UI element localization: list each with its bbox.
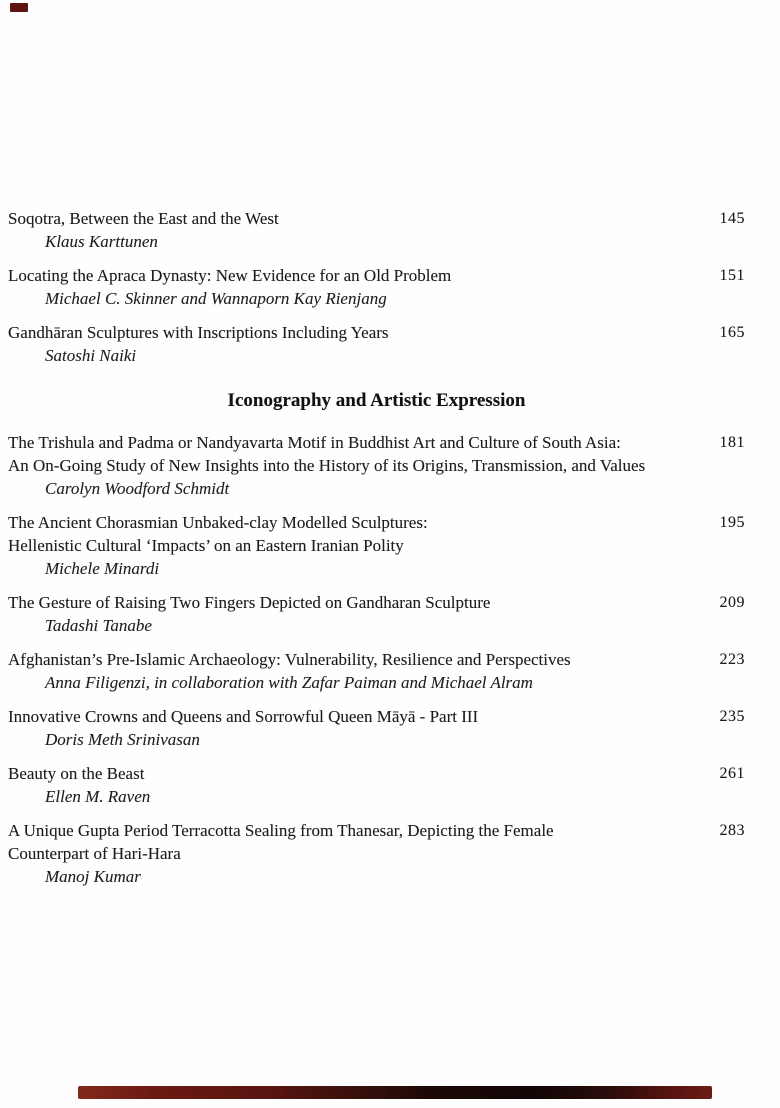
table-of-contents — [8, 207, 745, 899]
toc-entry — [8, 819, 745, 888]
entry-title: Afghanistan’s Pre-Islamic Archaeology: Vulnerability, Resilience and Perspectives — [8, 650, 571, 669]
entry-title: The Trishula and Padma or Nandyavarta Motif in Buddhist Art and Culture of South Asia: — [8, 433, 621, 452]
entry-page-number: 235 — [719, 708, 745, 725]
entry-title: Soqotra, Between the East and the West — [8, 209, 279, 228]
entry-title: The Ancient Chorasmian Unbaked-clay Modelled Sculptures: — [8, 513, 428, 532]
entry-title-line-2: Counterpart of Hari-Hara — [8, 844, 181, 863]
entry-title-line-2: An On-Going Study of New Insights into the History of its Origins, Transmission, and Values — [8, 456, 646, 475]
toc-entry — [8, 591, 745, 637]
toc-entry — [8, 511, 745, 580]
toc-entry — [8, 705, 745, 751]
entry-author: Tadashi Tanabe — [45, 616, 152, 635]
entry-title-line-2: Hellenistic Cultural ‘Impacts’ on an Eastern Iranian Polity — [8, 536, 404, 555]
entry-author: Carolyn Woodford Schmidt — [45, 479, 230, 498]
toc-entry — [8, 264, 745, 310]
entry-title: Beauty on the Beast — [8, 764, 145, 783]
scan-artifact-mark — [10, 3, 28, 12]
entry-author: Satoshi Naiki — [45, 346, 137, 365]
toc-entry — [8, 648, 745, 694]
entry-page-number: 195 — [719, 514, 745, 531]
entry-page-number: 165 — [719, 324, 745, 341]
entry-author: Michael C. Skinner and Wannaporn Kay Rienjang — [45, 289, 387, 308]
scan-artifact-bar — [78, 1086, 712, 1099]
toc-entry — [8, 321, 745, 367]
entry-page-number: 145 — [719, 210, 745, 227]
toc-entry — [8, 207, 745, 253]
entry-author: Anna Filigenzi, in collaboration with Zafar Paiman and Michael Alram — [45, 673, 533, 692]
entry-author: Ellen M. Raven — [45, 787, 151, 806]
entry-title: Gandhāran Sculptures with Inscriptions Including Years — [8, 323, 389, 342]
entry-page-number: 151 — [719, 267, 745, 284]
toc-entry — [8, 431, 745, 500]
entry-author: Doris Meth Srinivasan — [45, 730, 200, 749]
entry-page-number: 283 — [719, 822, 745, 839]
entry-author: Klaus Karttunen — [45, 232, 158, 251]
entry-page-number: 181 — [719, 434, 745, 451]
entry-title: Locating the Apraca Dynasty: New Evidence for an Old Problem — [8, 266, 452, 285]
toc-entry — [8, 762, 745, 808]
entry-page-number: 209 — [719, 594, 745, 611]
entry-author: Manoj Kumar — [45, 867, 141, 886]
entry-author: Michele Minardi — [45, 559, 160, 578]
entry-page-number: 223 — [719, 651, 745, 668]
entry-title: Innovative Crowns and Queens and Sorrowful Queen Māyā - Part III — [8, 707, 479, 726]
entry-title: The Gesture of Raising Two Fingers Depicted on Gandharan Sculpture — [8, 593, 491, 612]
entry-title: A Unique Gupta Period Terracotta Sealing from Thanesar, Depicting the Female — [8, 821, 554, 840]
entry-page-number: 261 — [719, 765, 745, 782]
section-heading: Iconography and Artistic Expression — [227, 390, 526, 411]
